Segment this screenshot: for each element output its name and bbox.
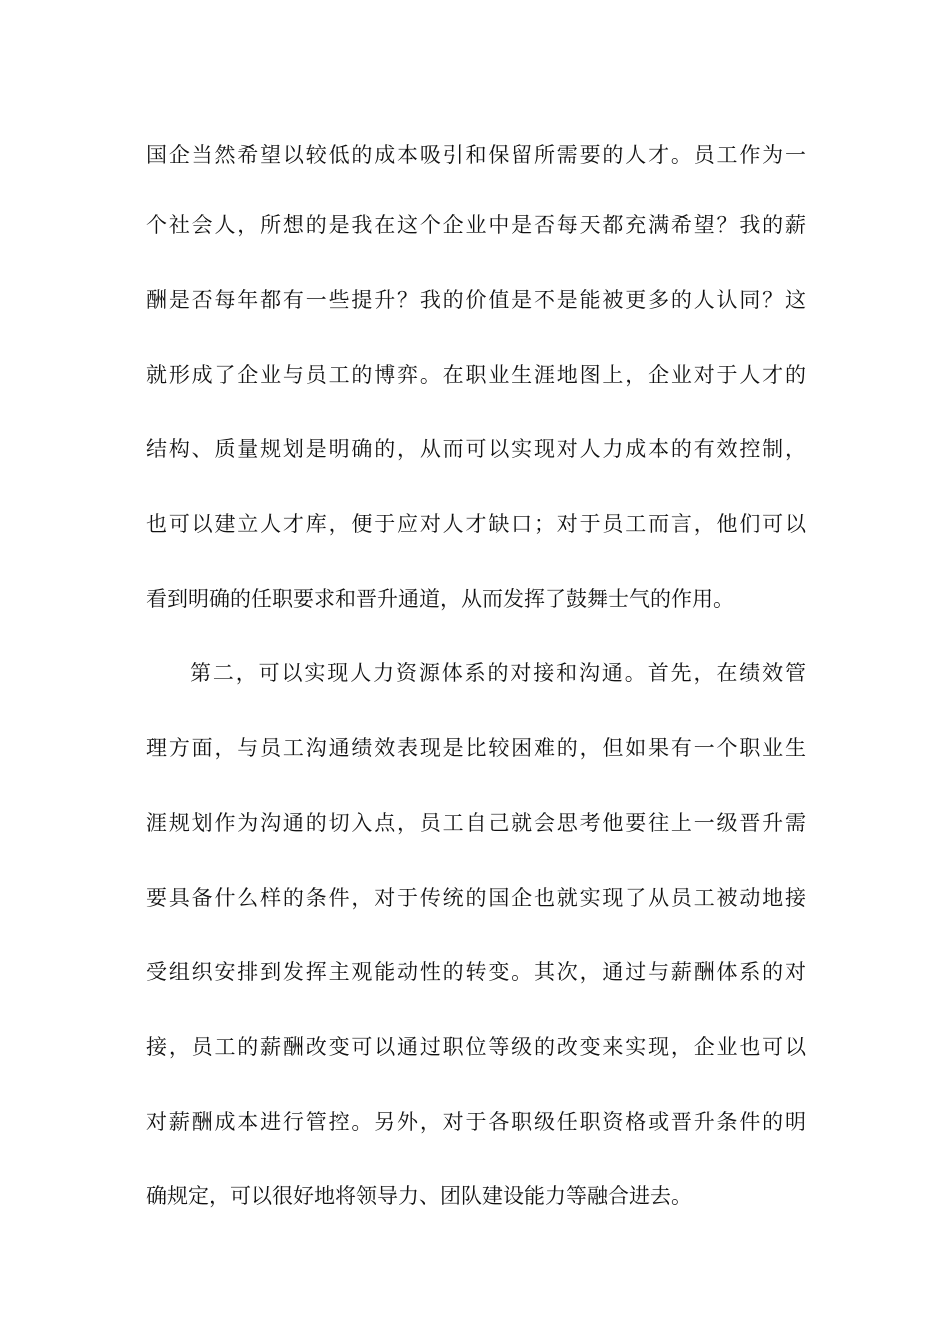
text-line-5: 结构、质量规划是明确的，从而可以实现对人力成本的有效控制， <box>146 437 806 461</box>
text-line-3: 酬是否每年都有一些提升？我的价值是不是能被更多的人认同？这 <box>146 288 806 312</box>
text-line-4: 就形成了企业与员工的博弈。在职业生涯地图上，企业对于人才的 <box>146 363 806 387</box>
text-line-15: 确规定，可以很好地将领导力、团队建设能力等融合进去。 <box>146 1184 692 1208</box>
text-line-12: 受组织安排到发挥主观能动性的转变。其次，通过与薪酬体系的对 <box>146 960 806 984</box>
text-line-14: 对薪酬成本进行管控。另外，对于各职级任职资格或晋升条件的明 <box>146 1110 806 1134</box>
text-line-7: 看到明确的任职要求和晋升通道，从而发挥了鼓舞士气的作用。 <box>146 587 734 611</box>
text-line-1: 国企当然希望以较低的成本吸引和保留所需要的人才。员工作为一 <box>146 143 806 167</box>
text-line-2: 个社会人，所想的是我在这个企业中是否每天都充满希望？我的薪 <box>146 213 806 237</box>
text-line-11: 要具备什么样的条件，对于传统的国企也就实现了从员工被动地接 <box>146 886 806 910</box>
text-line-10: 涯规划作为沟通的切入点，员工自己就会思考他要往上一级晋升需 <box>146 811 806 835</box>
text-line-9: 理方面，与员工沟通绩效表现是比较困难的，但如果有一个职业生 <box>146 736 806 760</box>
text-line-6: 也可以建立人才库，便于应对人才缺口；对于员工而言，他们可以 <box>146 512 806 536</box>
text-line-13: 接，员工的薪酬改变可以通过职位等级的改变来实现，企业也可以 <box>146 1035 806 1059</box>
text-line-8: 第二，可以实现人力资源体系的对接和沟通。首先，在绩效管 <box>190 661 806 685</box>
